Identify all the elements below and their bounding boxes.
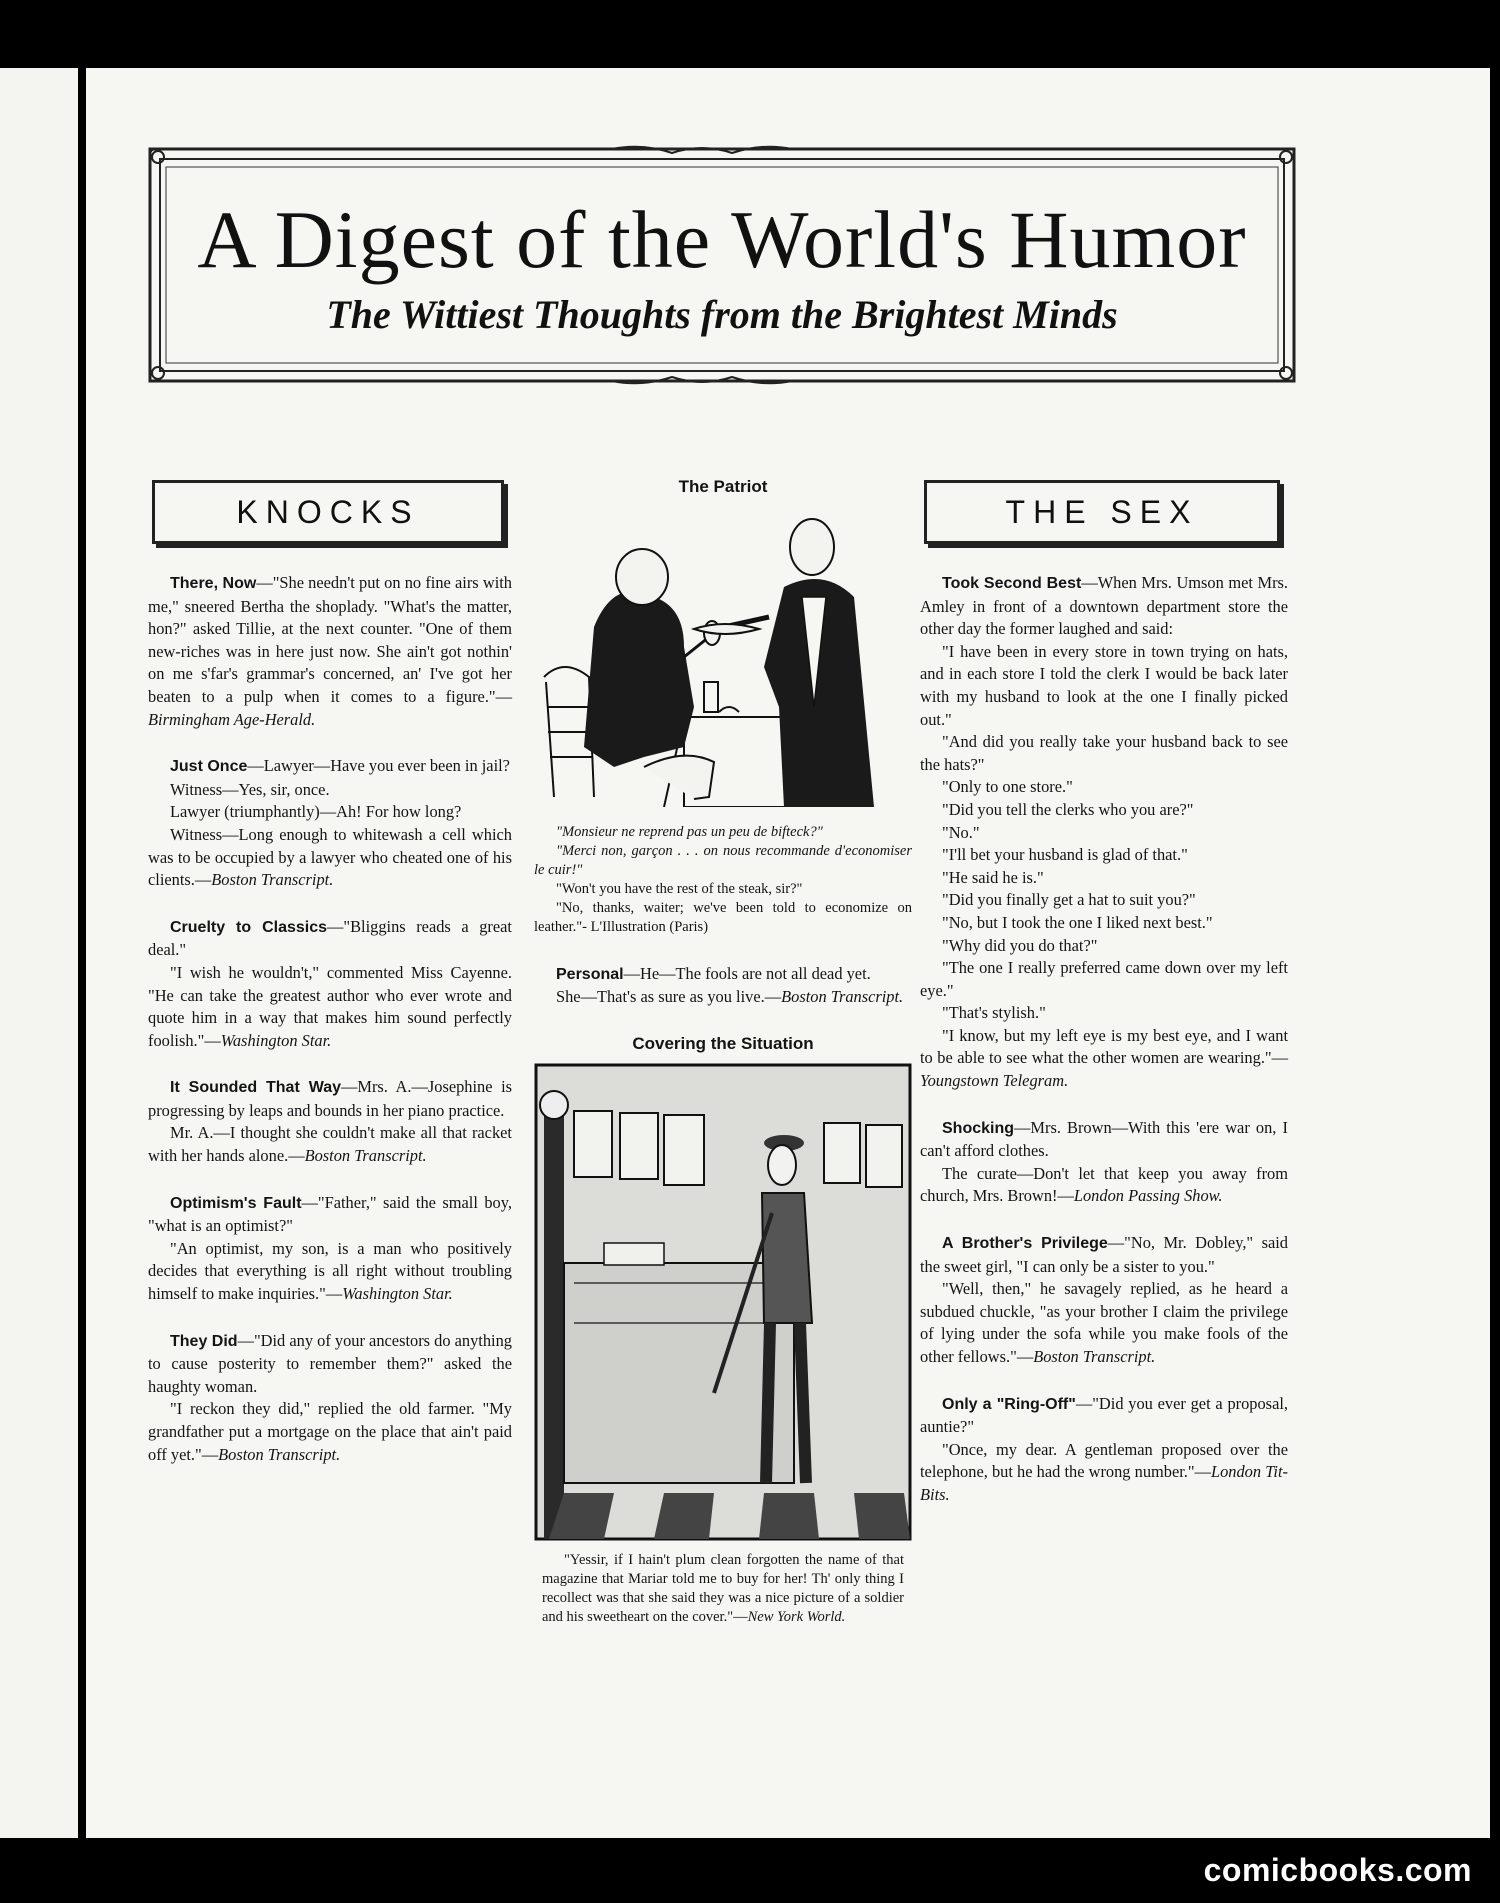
caption-line: "Merci non, garçon . . . on nous recommande d'economiser le cuir!" bbox=[534, 842, 912, 878]
masthead-title: A Digest of the World's Humor bbox=[197, 194, 1247, 285]
joke-item bbox=[920, 572, 1288, 1093]
joke-item bbox=[148, 1076, 512, 1167]
joke-line: "He said he is." bbox=[942, 867, 1044, 887]
joke-heading: There, Now bbox=[170, 575, 257, 592]
joke-source: Boston Transcript. bbox=[1033, 1347, 1156, 1366]
facing-page-edge bbox=[0, 68, 78, 1838]
joke-line: "Only to one store." bbox=[942, 777, 1073, 797]
joke-line: "No." bbox=[942, 822, 980, 842]
joke-source: London Tit-Bits. bbox=[920, 1462, 1288, 1504]
joke-line: "Did you tell the clerks who you are?" bbox=[942, 799, 1194, 819]
joke-line: —He—The fools are not all dead yet. bbox=[623, 963, 871, 983]
joke-item bbox=[148, 572, 512, 731]
middle-column bbox=[534, 476, 912, 1627]
cartoon-illustration-covering bbox=[534, 1063, 912, 1541]
joke-line: —Mrs. Brown—With this 'ere war on, I can't afford clothes. bbox=[920, 1117, 1288, 1161]
joke-line: "I know, but my left eye is my best eye, and I want to be able to see what the other women are wearing."— bbox=[920, 1025, 1288, 1068]
caption-line: "Won't you have the rest of the steak, sir?" bbox=[556, 880, 803, 897]
joke-item bbox=[148, 916, 512, 1053]
joke-line: "I wish he wouldn't," commented Miss Cayenne. "He can take the greatest author who ever wrote and quote him in a way that makes him sound perfectly foolish."— bbox=[148, 962, 512, 1050]
section-heading-the-sex: THE SEX bbox=[924, 480, 1280, 544]
cartoon-title-patriot: The Patriot bbox=[678, 477, 768, 496]
joke-heading: Shocking bbox=[942, 1119, 1015, 1137]
joke-line: —"Father," said the small boy, "what is an optimist?" bbox=[148, 1192, 512, 1236]
joke-line: "The one I really preferred came down over my left eye." bbox=[920, 958, 1288, 1000]
joke-line: "I have been in every store in town trying on hats, and in each store I told the clerk I would be back later with my husband to look at the one I finally picked out." bbox=[920, 641, 1288, 729]
right-column bbox=[920, 480, 1288, 1531]
joke-source: Boston Transcript. bbox=[218, 1444, 341, 1464]
joke-heading: Personal bbox=[556, 965, 624, 983]
joke-line: "Well, then," he savagely replied, as he heard a subdued chuckle, "as your brother I claim the privilege of lying under the sofa while you make fools of the other fellows."— bbox=[920, 1279, 1288, 1366]
joke-line: The curate—Don't let that keep you away from church, Mrs. Brown!— bbox=[920, 1163, 1288, 1206]
joke-item bbox=[920, 1393, 1288, 1507]
section-heading-knocks: KNOCKS bbox=[152, 480, 504, 544]
joke-line: "An optimist, my son, is a man who positively decides that everything is all right without troubling himself to make inquiries."— bbox=[148, 1238, 512, 1304]
joke-item bbox=[920, 1117, 1288, 1208]
watermark: comicbooks.com bbox=[1203, 1852, 1472, 1888]
joke-heading: Just Once bbox=[170, 758, 248, 776]
joke-line: —"Did any of your ancestors do anything to cause posterity to remember them?" asked the haughty woman. bbox=[148, 1330, 512, 1396]
joke-heading: Only a "Ring-Off" bbox=[942, 1395, 1076, 1413]
joke-line: —"No, Mr. Dobley," said the sweet girl, "I can only be a sister to you." bbox=[920, 1233, 1288, 1276]
joke-line: "That's stylish." bbox=[942, 1003, 1046, 1023]
joke-line: Witness—Yes, sir, once. bbox=[170, 779, 330, 799]
joke-source: Boston Transcript. bbox=[781, 987, 904, 1007]
caption-line: "No, thanks, waiter; we've been told to economize on leather."- L'Illustration (Paris) bbox=[534, 899, 912, 935]
joke-source: Washington Star. bbox=[220, 1030, 332, 1050]
masthead bbox=[142, 141, 1302, 389]
joke-source: Boston Transcript. bbox=[304, 1146, 427, 1166]
joke-heading: Cruelty to Classics bbox=[170, 918, 328, 936]
joke-line: —"Bliggins reads a great deal." bbox=[148, 916, 512, 960]
joke-line: "And did you really take your husband back to see the hats?" bbox=[920, 732, 1288, 774]
left-column bbox=[148, 480, 512, 1490]
joke-item bbox=[920, 1232, 1288, 1369]
joke-heading: It Sounded That Way bbox=[170, 1079, 341, 1097]
joke-line: —"Did you ever get a proposal, auntie?" bbox=[920, 1393, 1288, 1437]
caption-line: "Monsieur ne reprend pas un peu de bifteck?" bbox=[556, 823, 823, 840]
joke-item bbox=[148, 755, 512, 892]
joke-line: Mr. A.—I thought she couldn't make all that racket with her hands alone.— bbox=[148, 1123, 512, 1166]
joke-line: "I'll bet your husband is glad of that." bbox=[942, 845, 1188, 865]
joke-item bbox=[148, 1192, 512, 1306]
joke-item bbox=[148, 1330, 512, 1467]
joke-source: Youngstown Telegram. bbox=[920, 1071, 1069, 1091]
caption-source: New York World. bbox=[747, 1609, 846, 1626]
joke-line: Lawyer (triumphantly)—Ah! For how long? bbox=[170, 802, 462, 822]
joke-line: —When Mrs. Umson met Mrs. Amley in front of a downtown department store the other day the former laughed and said: bbox=[920, 573, 1289, 639]
caption-line: "Yessir, if I hain't plum clean forgotten the name of that magazine that Mariar told me to buy for her! Th' only thing I recollect was that she said they was a nice picture of a soldier and his sweetheart on the cover."— bbox=[542, 1552, 904, 1626]
joke-line: "Once, my dear. A gentleman proposed over the telephone, but he had the wrong number."— bbox=[920, 1439, 1288, 1482]
joke-line: —Mrs. A.—Josephine is progressing by leaps and bounds in her piano practice. bbox=[148, 1077, 513, 1120]
joke-line: She—That's as sure as you live.— bbox=[556, 987, 782, 1007]
joke-heading: They Did bbox=[170, 1332, 238, 1350]
joke-line: "No, but I took the one I liked next best." bbox=[942, 912, 1213, 932]
joke-source: London Passing Show. bbox=[1073, 1186, 1223, 1206]
joke-heading: Took Second Best bbox=[942, 575, 1082, 592]
joke-line: "Why did you do that?" bbox=[942, 935, 1098, 955]
joke-source: Birmingham Age-Herald. bbox=[148, 709, 316, 729]
cartoon-caption-patriot bbox=[534, 823, 912, 937]
joke-line: Witness—Long enough to whitewash a cell which was to be occupied by a lawyer who cheated one of his clients.— bbox=[148, 824, 512, 890]
joke-source: Boston Transcript. bbox=[211, 870, 334, 890]
joke-line: "I reckon they did," replied the old farmer. "My grandfather put a mortgage on the place that ain't paid off yet."— bbox=[148, 1399, 512, 1464]
cartoon-illustration-patriot bbox=[534, 507, 912, 807]
cartoon-caption-covering bbox=[534, 1551, 912, 1627]
joke-line: "Did you finally get a hat to suit you?" bbox=[942, 890, 1196, 910]
joke-source: Washington Star. bbox=[342, 1284, 453, 1304]
joke-item bbox=[534, 963, 912, 1009]
cartoon-title-covering: Covering the Situation bbox=[632, 1033, 814, 1053]
joke-heading: Optimism's Fault bbox=[170, 1194, 302, 1212]
joke-text: —"She needn't put on no fine airs with me," sneered Bertha the shoplady. "What's the matter, hon?" asked Tillie, at the next counter. "One of them new-riches was in here just now. She ain't got nothin' on me s'far's grammar's concerned, an' I've got her beaten to a pulp when it comes to a figure."— bbox=[148, 573, 512, 706]
joke-heading: A Brother's Privilege bbox=[942, 1235, 1108, 1253]
joke-line: —Lawyer—Have you ever been in jail? bbox=[247, 756, 510, 776]
masthead-subtitle: The Wittiest Thoughts from the Brightest Minds bbox=[326, 292, 1118, 337]
